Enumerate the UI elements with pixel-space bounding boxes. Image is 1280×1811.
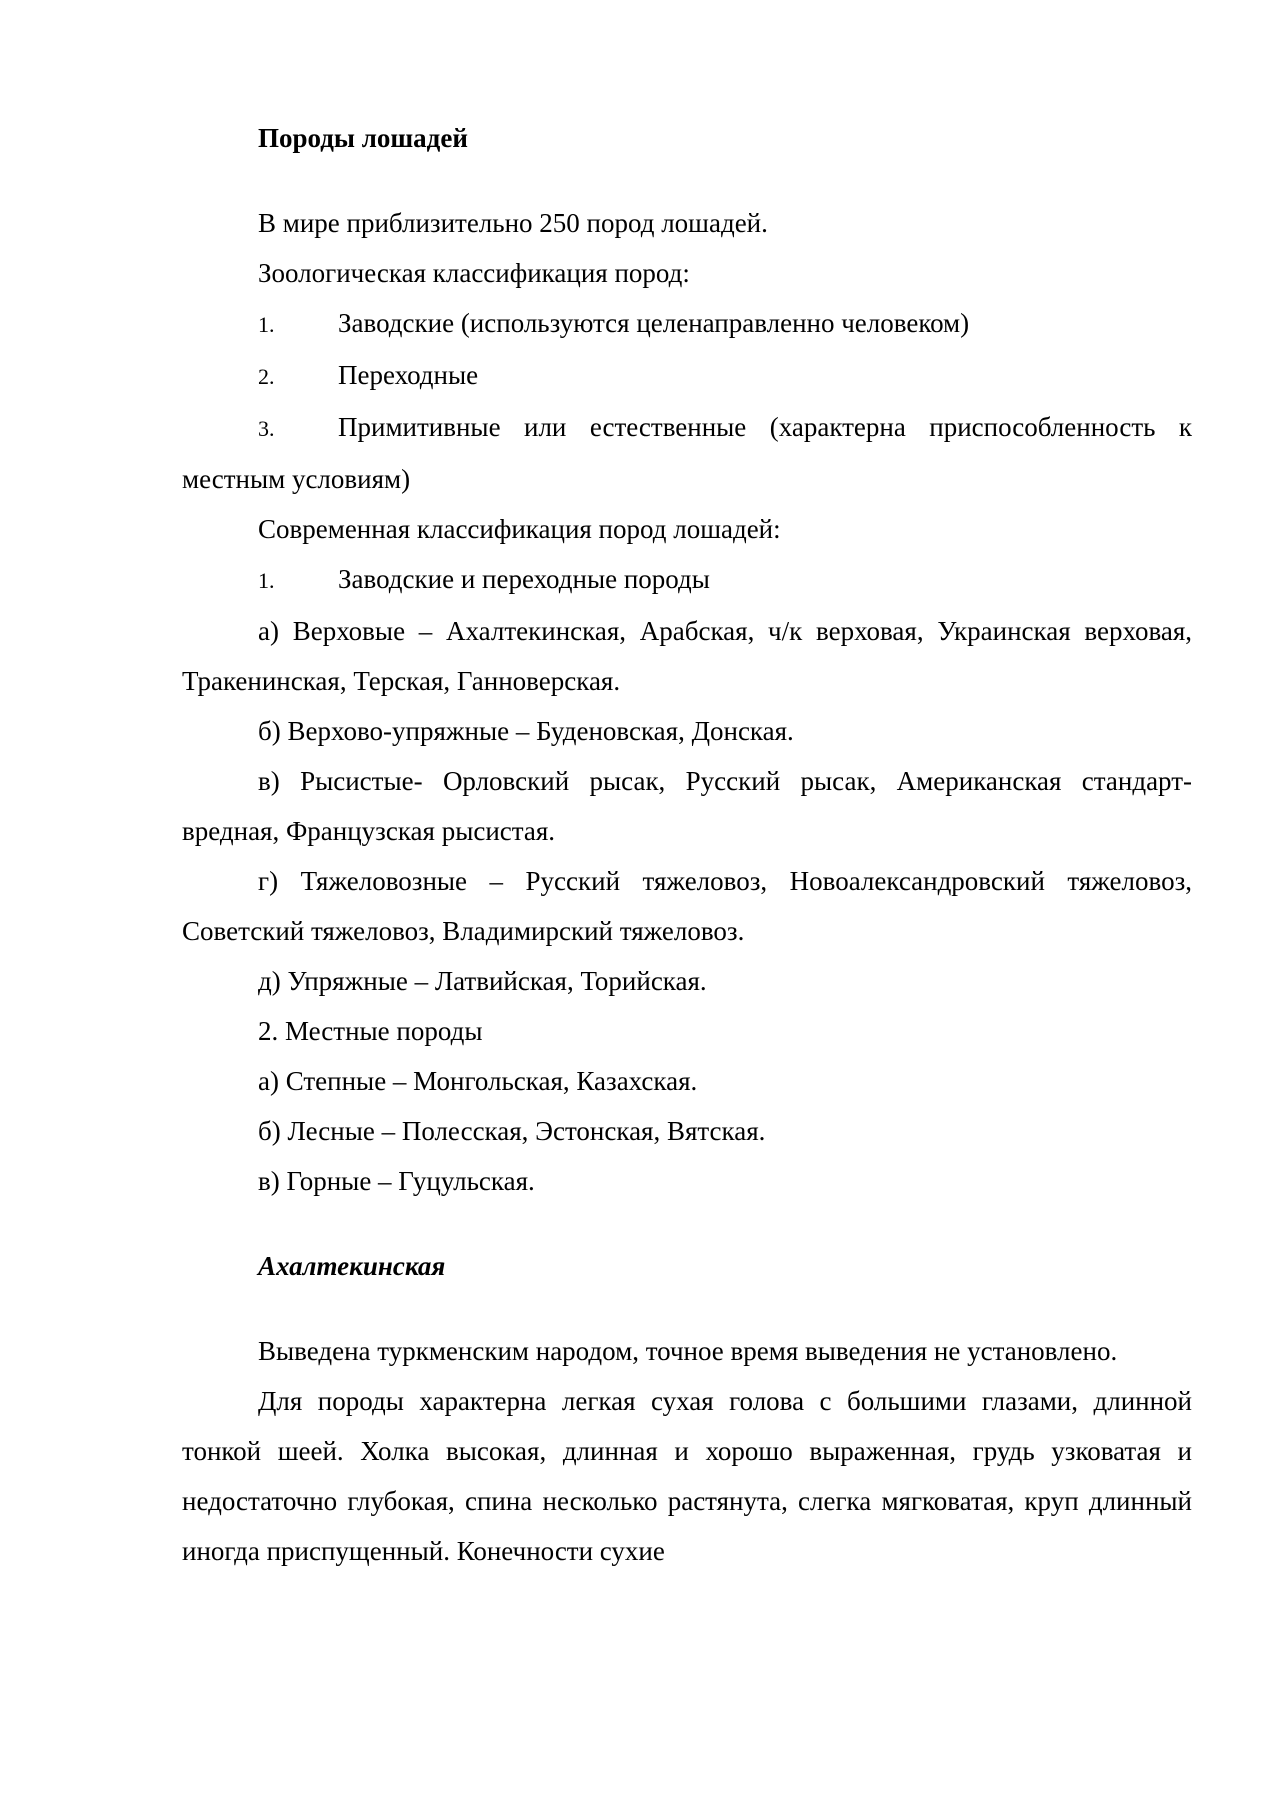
breed-count-paragraph: В мире приблизительно 250 пород лошадей. <box>258 208 768 238</box>
page-title: Породы лошадей <box>258 123 468 153</box>
zoological-classification-heading: Зоологическая классификация пород: <box>258 258 690 288</box>
spacer <box>182 1206 1192 1241</box>
section-heading: Ахалтекинская <box>258 1251 446 1281</box>
list-item-text: Переходные <box>338 360 479 390</box>
modern-item-1 <box>182 554 1192 606</box>
steppe-breeds-paragraph: а) Степные – Монгольская, Казахская. <box>258 1066 698 1096</box>
zoological-item-1 <box>182 298 1192 350</box>
trotter-breeds-paragraph: в) Рысистые- Орловский рысак, Русский рысак, Американская стандарт-вредная, Французская рысистая. <box>182 766 1192 846</box>
list-item-text: Заводские и переходные породы <box>338 564 710 594</box>
origin-paragraph: Выведена туркменским народом, точное время выведения не установлено. <box>258 1336 1118 1366</box>
mountain-breeds-paragraph: в) Горные – Гуцульская. <box>258 1166 535 1196</box>
zoological-item-3 <box>182 402 1192 504</box>
spacer <box>182 1291 1192 1326</box>
riding-breeds-paragraph: а) Верховые – Ахалтекинская, Арабская, ч/к верховая, Украинская верховая, Тракенинская, Терская, Ганноверская. <box>182 616 1192 696</box>
local-breeds-heading: 2. Местные породы <box>258 1016 483 1046</box>
modern-classification-heading: Современная классификация пород лошадей: <box>258 514 781 544</box>
list-number: 3. <box>258 416 275 441</box>
list-item-text: Заводские (используются целенаправленно человеком) <box>338 308 970 338</box>
forest-breeds-paragraph: б) Лесные – Полесская, Эстонская, Вятская. <box>258 1116 766 1146</box>
zoological-item-2 <box>182 350 1192 402</box>
list-item-text: Примитивные или естественные (характерна приспособленность к местным условиям) <box>182 412 1192 494</box>
draft-breeds-paragraph: г) Тяжеловозные – Русский тяжеловоз, Новоалександровский тяжеловоз, Советский тяжеловоз, Владимирский тяжеловоз. <box>182 866 1192 946</box>
description-paragraph: Для породы характерна легкая сухая голова с большими глазами, длинной тонкой шеей. Холка высокая, длинная и хорошо выраженная, грудь узковатая и недостаточно глубокая, спина несколько растянута, слегка мягковатая, круп длинный иногда приспущенный. Конечности сухие <box>182 1386 1192 1566</box>
document-content <box>182 113 1192 1576</box>
list-number: 1. <box>258 312 275 337</box>
harness-breeds-paragraph: д) Упряжные – Латвийская, Торийская. <box>258 966 707 996</box>
list-number: 1. <box>258 568 275 593</box>
spacer <box>182 163 1192 198</box>
riding-harness-breeds-paragraph: б) Верхово-упряжные – Буденовская, Донская. <box>258 716 794 746</box>
list-number: 2. <box>258 364 275 389</box>
